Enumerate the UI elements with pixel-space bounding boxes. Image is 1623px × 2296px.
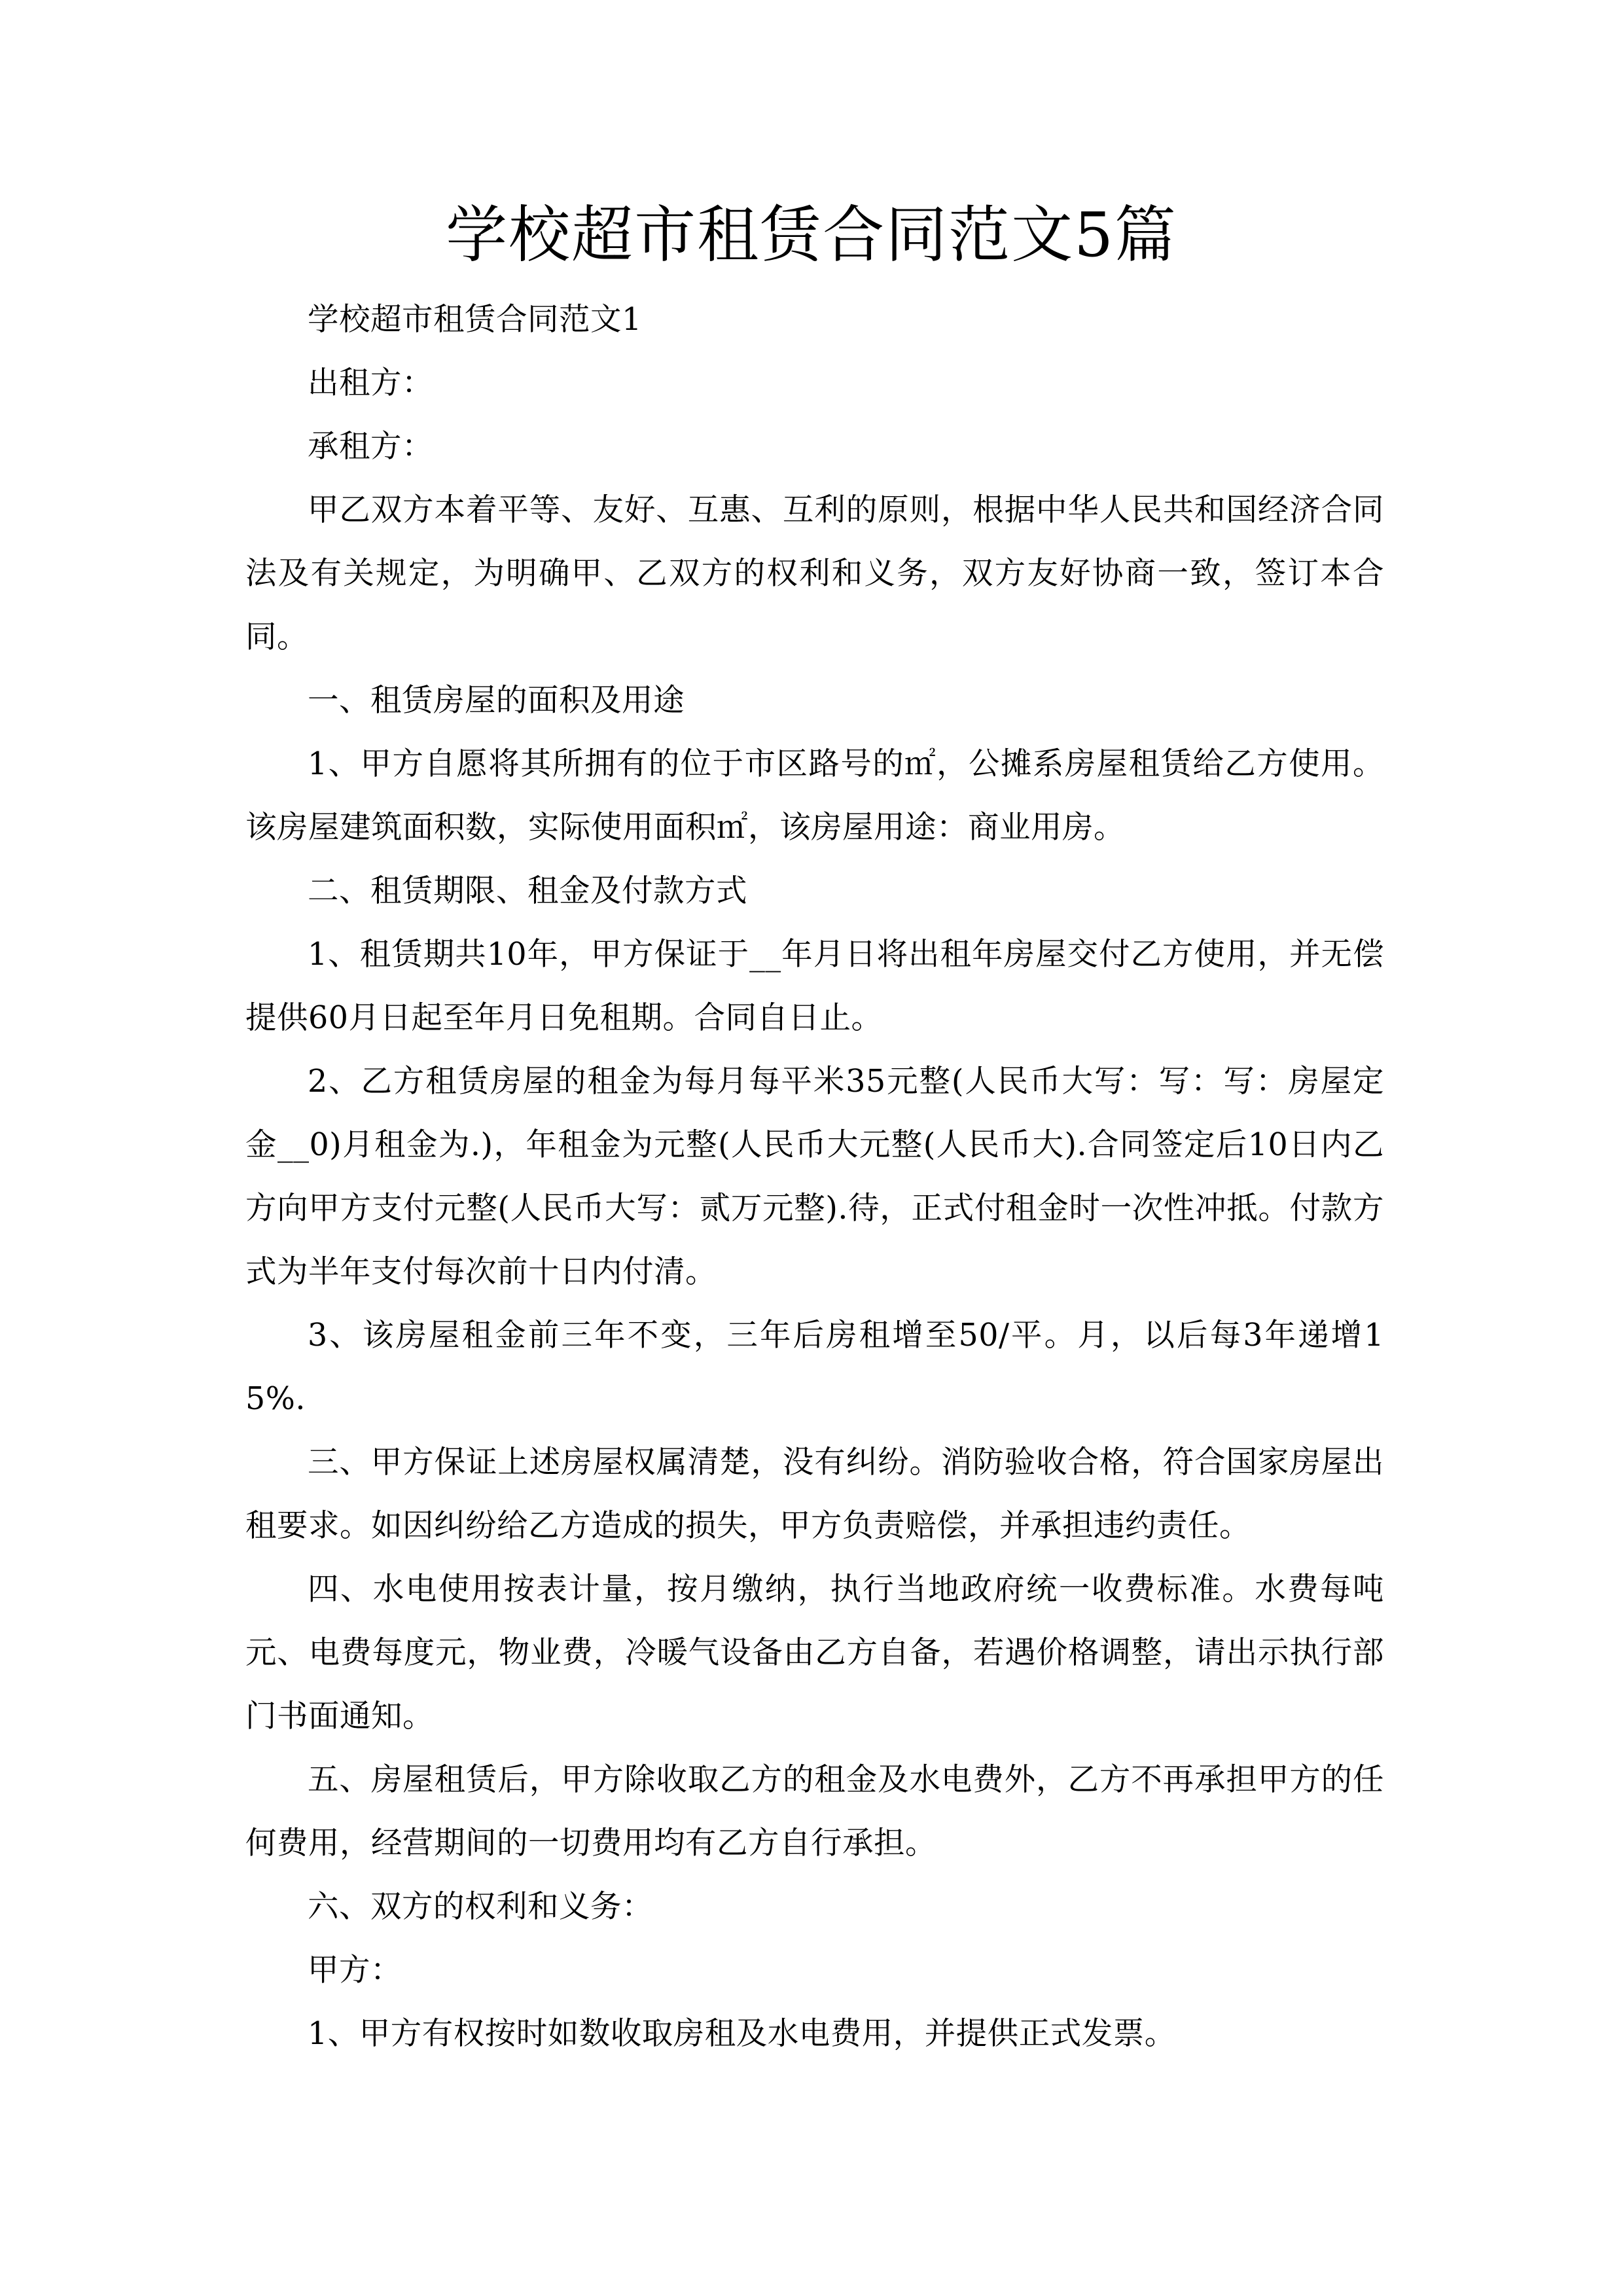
document-body [245, 288, 1384, 2066]
document-title: 学校超市租赁合同范文5篇 [446, 200, 1177, 271]
clause-6-heading: 六、双方的权利和义务： [308, 1889, 653, 1925]
section-heading-sample-1: 学校超市租赁合同范文1 [308, 302, 642, 338]
lessor-label: 出租方： [308, 365, 433, 401]
clause-5-paragraph: 五、房屋租赁后，甲方除收取乙方的租金及水电费外，乙方不再承担甲方的任何费用，经营期间的一切费用均有乙方自行承担。 [245, 1762, 1384, 1861]
clause-2-item-3: 3、该房屋租金前三年不变，三年后房租增至50/平。月，以后每3年递增15%. [245, 1318, 1384, 1417]
clause-3-paragraph: 三、甲方保证上述房屋权属清楚，没有纠纷。消防验收合格，符合国家房屋出租要求。如因纠纷给乙方造成的损失，甲方负责赔偿，并承担违约责任。 [245, 1444, 1384, 1544]
clause-1-item-1: 1、甲方自愿将其所拥有的位于市区路号的㎡，公摊系房屋租赁给乙方使用。该房屋建筑面积数，实际使用面积㎡，该房屋用途：商业用房。 [245, 746, 1384, 846]
clause-2-item-1: 1、租赁期共10年，甲方保证于__年月日将出租年房屋交付乙方使用，并无偿提供60月日起至年月日免租期。合同自日止。 [245, 937, 1384, 1036]
preamble-paragraph: 甲乙双方本着平等、友好、互惠、互利的原则，根据中华人民共和国经济合同法及有关规定，为明确甲、乙双方的权利和义务，双方友好协商一致，签订本合同。 [245, 492, 1384, 655]
clause-1-heading: 一、租赁房屋的面积及用途 [308, 683, 685, 719]
party-a-label: 甲方： [308, 1952, 402, 1988]
clause-2-item-2: 2、乙方租赁房屋的租金为每月每平米35元整(人民币大写：写：写：房屋定金__0)月租金为.)，年租金为元整(人民币大元整(人民币大).合同签定后10日内乙方向甲方支付元整(人民币大写：贰万元整).待，正式付租金时一次性冲抵。付款方式为半年支付每次前十日内付清。 [245, 1064, 1384, 1290]
clause-2-heading: 二、租赁期限、租金及付款方式 [308, 873, 747, 909]
lessee-label: 承租方： [308, 429, 433, 465]
party-a-item-1: 1、甲方有权按时如数收取房租及水电费用，并提供正式发票。 [308, 2016, 1176, 2052]
clause-4-paragraph: 四、水电使用按表计量，按月缴纳，执行当地政府统一收费标准。水费每吨元、电费每度元，物业费，冷暖气设备由乙方自备，若遇价格调整，请出示执行部门书面通知。 [245, 1571, 1384, 1734]
